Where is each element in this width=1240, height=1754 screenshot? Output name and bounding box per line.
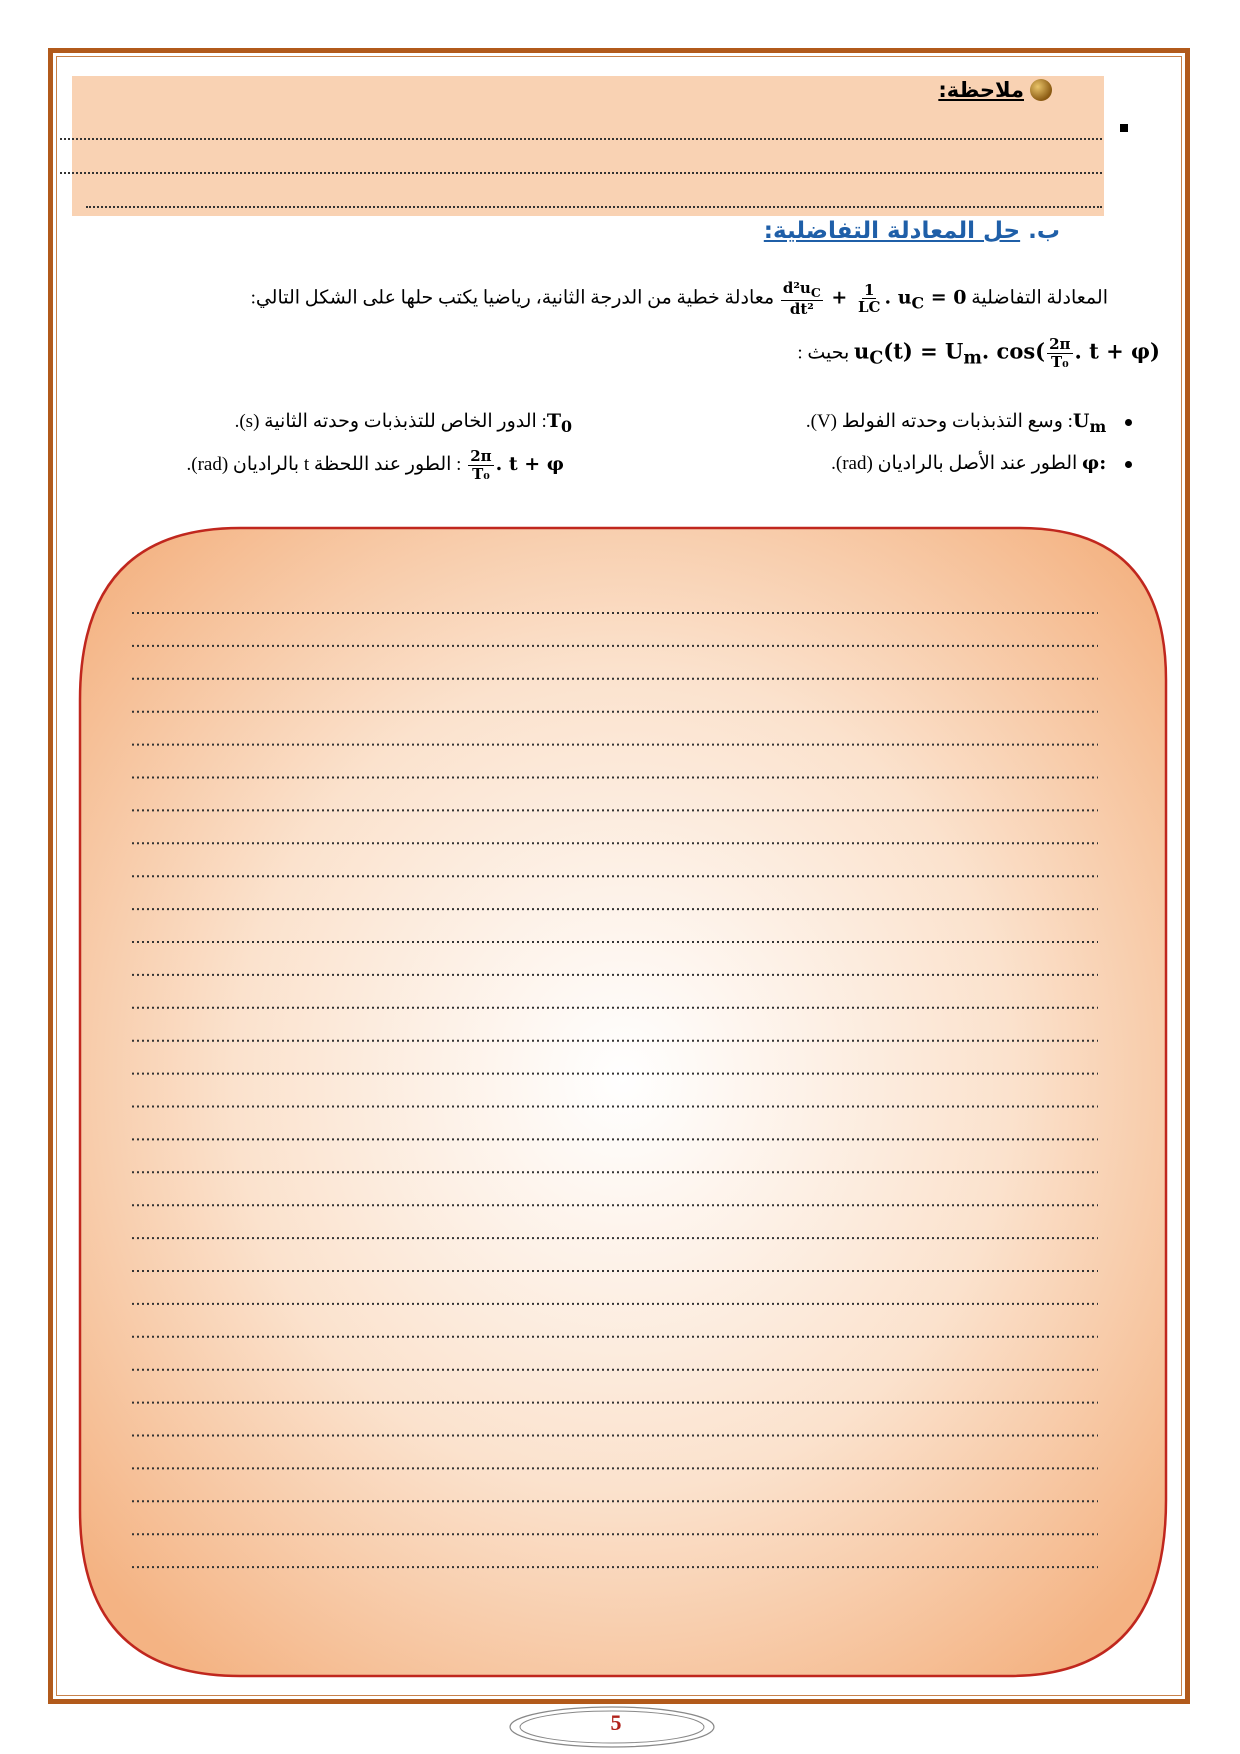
intro-prefix: المعادلة التفاضلية <box>971 287 1108 309</box>
solution-equation: $u_C(t) = U_m$. cos( $\frac{2\pi}{\text{T₀}}$ . t + φ) <box>854 335 1160 371</box>
definition-um: $U_m$: وسع التذبذبات وحدته الفولط (V). <box>806 410 1132 436</box>
note-label: ملاحظة: <box>938 78 1024 102</box>
fraction-1-lc: $\frac{1}{LC}$ <box>857 280 881 317</box>
fraction-d2uc: $\frac{d^2u_C}{\text{dt²}}$ <box>782 279 821 318</box>
definition-phi: φ: الطور عند الأصل بالراديان (rad). <box>831 452 1132 475</box>
intro-suffix: معادلة خطية من الدرجة الثانية، رياضيا يكتب حلها على الشكل التالي: <box>250 287 775 309</box>
section-number: ب. <box>1028 218 1060 244</box>
symbol-t0: $T_0$ <box>546 410 572 436</box>
solution-suffix: بحيث : <box>797 342 850 364</box>
definition-t0: $T_0$: الدور الخاص للتذبذبات وحدته الثانية (s). <box>234 410 572 436</box>
symbol-phi: φ: <box>1082 452 1107 474</box>
symbol-phase: $\frac{2\pi}{\text{T₀}}$ . t + φ <box>470 447 564 483</box>
definition-phase: $\frac{2\pi}{\text{T₀}}$ . t + φ : الطور عند اللحظة t بالراديان (rad). <box>186 447 564 483</box>
symbol-um: $U_m$ <box>1072 410 1107 436</box>
answer-box-shape <box>80 528 1166 1676</box>
page-number: 5 <box>610 1710 622 1735</box>
section-title-text: حل المعادلة التفاضلية: <box>763 218 1021 244</box>
differential-equation: $\frac{d^2u_C}{\text{dt²}}$ + $\frac{1}{LC}$ . $u_C = 0$ <box>782 279 967 318</box>
